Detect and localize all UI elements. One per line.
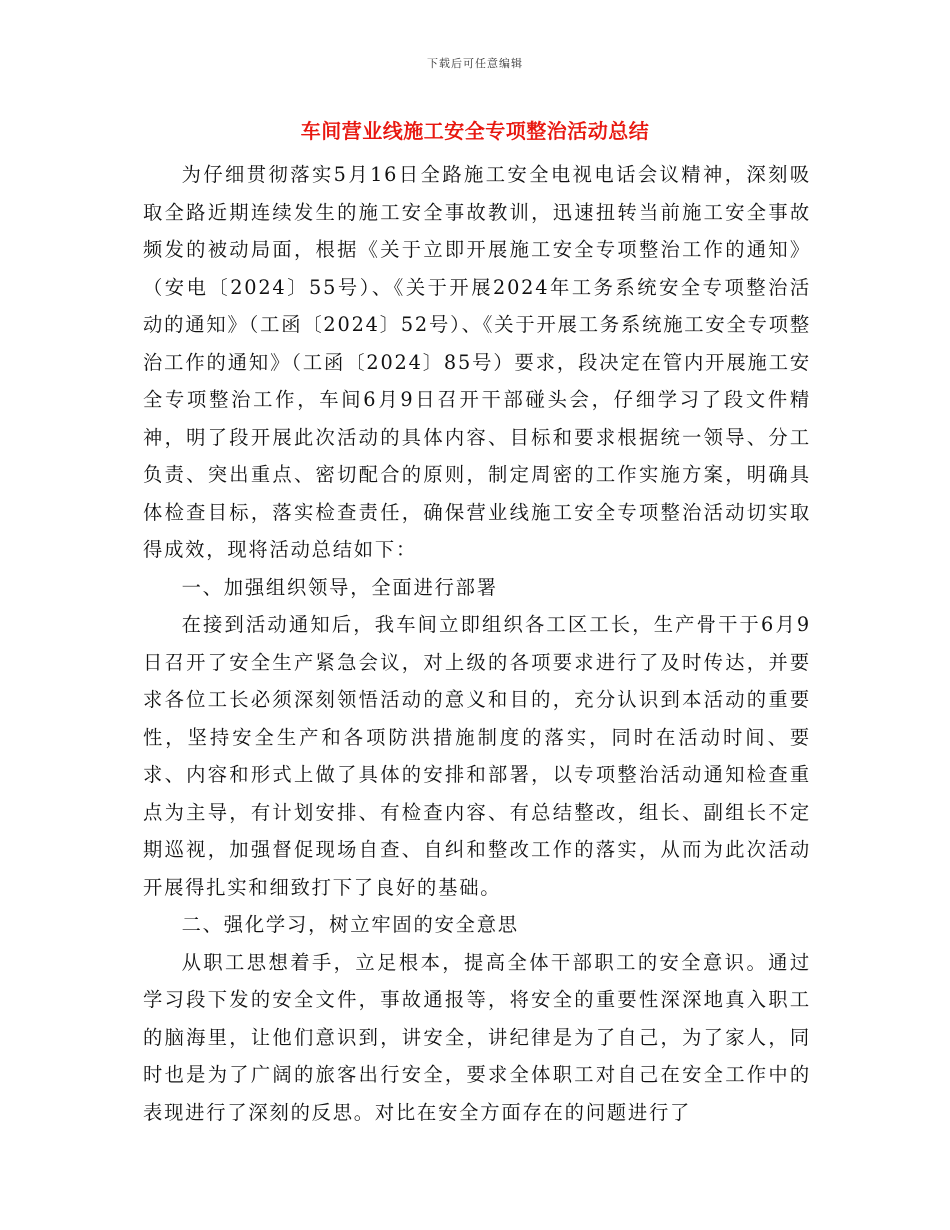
- document-body: [143, 156, 811, 1131]
- section-heading-2: 二、强化学习，树立牢固的安全意思: [181, 913, 519, 936]
- document-title: 车间营业线施工安全专项整治活动总结: [300, 119, 650, 143]
- paragraph-section-2: 从职工思想着手，立足根本，提高全体干部职工的安全意识。通过学习段下发的安全文件，事故通报等，将安全的重要性深深地真入职工的脑海里，让他们意识到，讲安全，讲纪律是为了自己，为了家人，同时也是为了广阔的旅客出行安全，要求全体职工对自己在安全工作中的表现进行了深刻的反思。对比在安全方面存在的问题进行了: [143, 950, 811, 1124]
- section-heading-1: 一、加强组织领导，全面进行部署: [181, 575, 498, 599]
- page-header-note: 下载后可任意编辑: [427, 57, 523, 70]
- paragraph-section-1: 在接到活动通知后，我车间立即组织各工区工长，生产骨干于6月9日召开了安全生产紧急会议，对上级的各项要求进行了及时传达，并要求各位工长必须深刻领悟活动的意义和目的，充分认识到本活动的重要性，坚持安全生产和各项防洪措施制度的落实，同时在活动时间、要求、内容和形式上做了具体的安排和部署，以专项整治活动通知检查重点为主导，有计划安排、有检查内容、有总结整改，组长、副组长不定期巡视，加强督促现场自查、自纠和整改工作的落实，从而为此次活动开展得扎实和细致打下了良好的基础。: [143, 613, 811, 899]
- paragraph-intro: 为仔细贯彻落实5月16日全路施工安全电视电话会议精神，深刻吸取全路近期连续发生的施工安全事故教训，迅速扭转当前施工安全事故频发的被动局面，根据《关于立即开展施工安全专项整治工作的通知》（安电〔2024〕55号）、《关于开展2024年工务系统安全专项整治活动的通知》（工函〔2024〕52号）、《关于开展工务系统施工安全专项整治工作的通知》（工函〔2024〕85号）要求，段决定在管内开展施工安全专项整治工作，车间6月9日召开干部碰头会，仔细学习了段文件精神，明了段开展此次活动的具体内容、目标和要求根据统一领导、分工负责、突出重点、密切配合的原则，制定周密的工作实施方案，明确具体检查目标，落实检查责任，确保营业线施工安全专项整治活动切实取得成效，现将活动总结如下：: [143, 163, 811, 561]
